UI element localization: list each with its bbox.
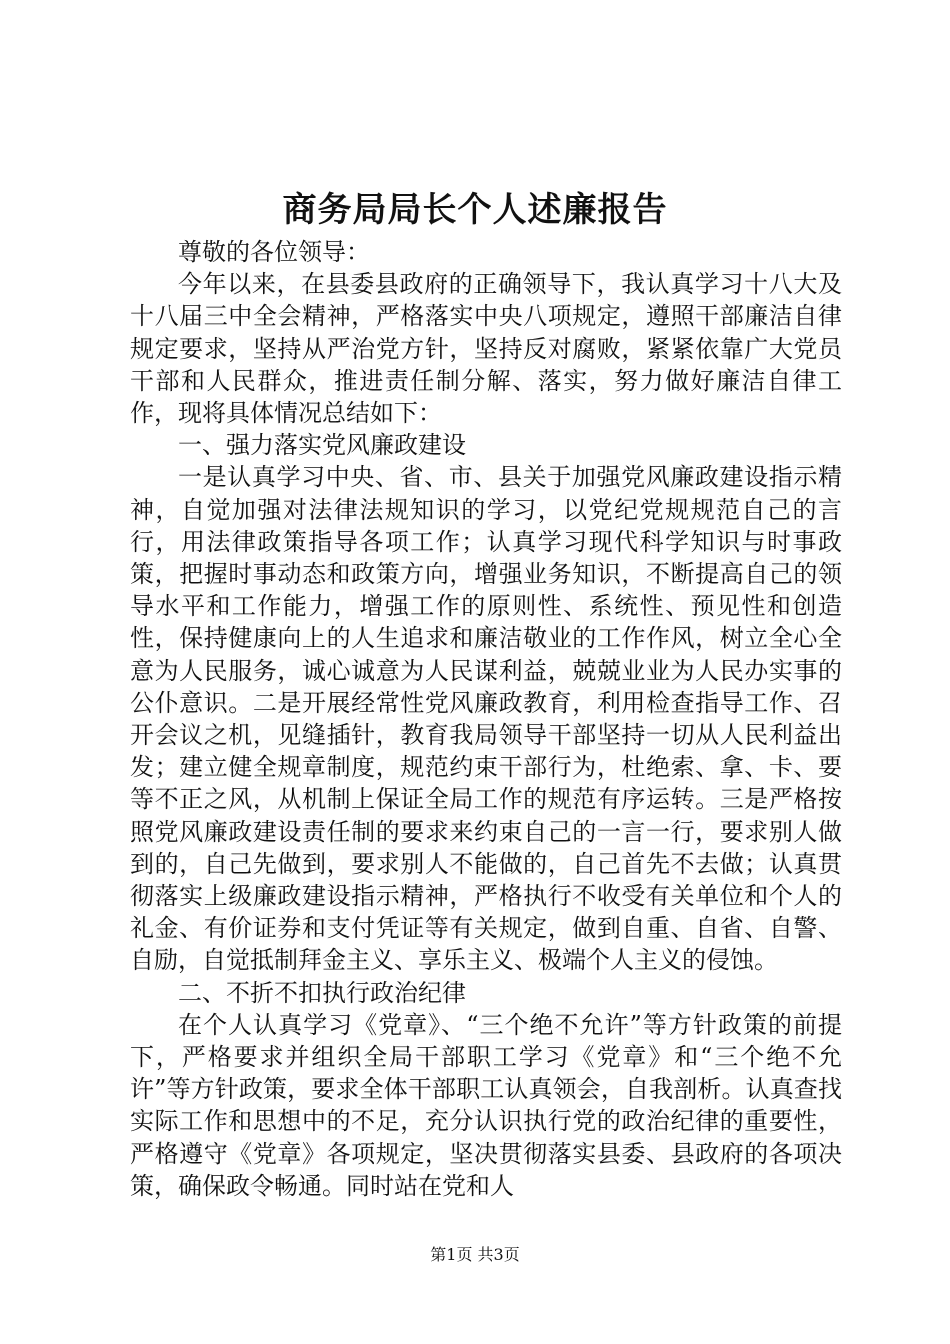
document-title: 商务局局长个人述廉报告 (282, 190, 668, 230)
page-footer: 第1页 共3页 (430, 1245, 520, 1264)
section-1-paragraph: 一是认真学习中央、省、市、县关于加强党风廉政建设指示精神，自觉加强对法律法规知识的学习，以党纪党规规范自己的言行，用法律政策指导各项工作；认真学习现代科学知识与时事政策，把握时事动态和政策方向，增强业务知识，不断提高自己的领导水平和工作能力，增强工作的原则性、系统性、预见性和创造性，保持健康向上的人生追求和廉洁敬业的工作作风，树立全心全意为人民服务，诚心诚意为人民谋利益，兢兢业业为人民办实事的公仆意识。二是开展经常性党风廉政教育，利用检查指导工作、召开会议之机，见缝插针，教育我局领导干部坚持一切从人民利益出发；建立健全规章制度，规范约束干部行为，杜绝索、拿、卡、要等不正之风，从机制上保证全局工作的规范有序运转。三是严格按照党风廉政建设责任制的要求来约束自己的一言一行，要求别人做到的，自己先做到，要求别人不能做的，自己首先不去做；认真贯彻落实上级廉政建设指示精神，严格执行不收受有关单位和个人的礼金、有价证券和支付凭证等有关规定，做到自重、自省、自警、自励，自觉抵制拜金主义、享乐主义、极端个人主义的侵蚀。 (130, 463, 842, 975)
section-2-paragraph: 在个人认真学习《党章》、“三个绝不允许”等方针政策的前提下，严格要求并组织全局干部职工学习《党章》和“三个绝不允许”等方针政策，要求全体干部职工认真领会，自我剖析。认真查找实际工作和思想中的不足，充分认识执行党的政治纪律的重要性，严格遵守《党章》各项规定，坚决贯彻落实县委、县政府的各项决策，确保政令畅通。同时站在党和人 (130, 1010, 842, 1200)
section-heading-2: 二、不折不扣执行政治纪律 (178, 978, 466, 1007)
intro-paragraph: 今年以来，在县委县政府的正确领导下，我认真学习十八大及十八届三中全会精神，严格落实中央八项规定，遵照干部廉洁自律规定要求，坚持从严治党方针，坚持反对腐败，紧紧依靠广大党员干部和人民群众，推进责任制分解、落实，努力做好廉洁自律工作，现将具体情况总结如下： (130, 270, 842, 428)
salutation: 尊敬的各位领导： (178, 238, 370, 266)
document-body (130, 236, 842, 1202)
section-heading-1: 一、强力落实党风廉政建设 (178, 431, 466, 460)
